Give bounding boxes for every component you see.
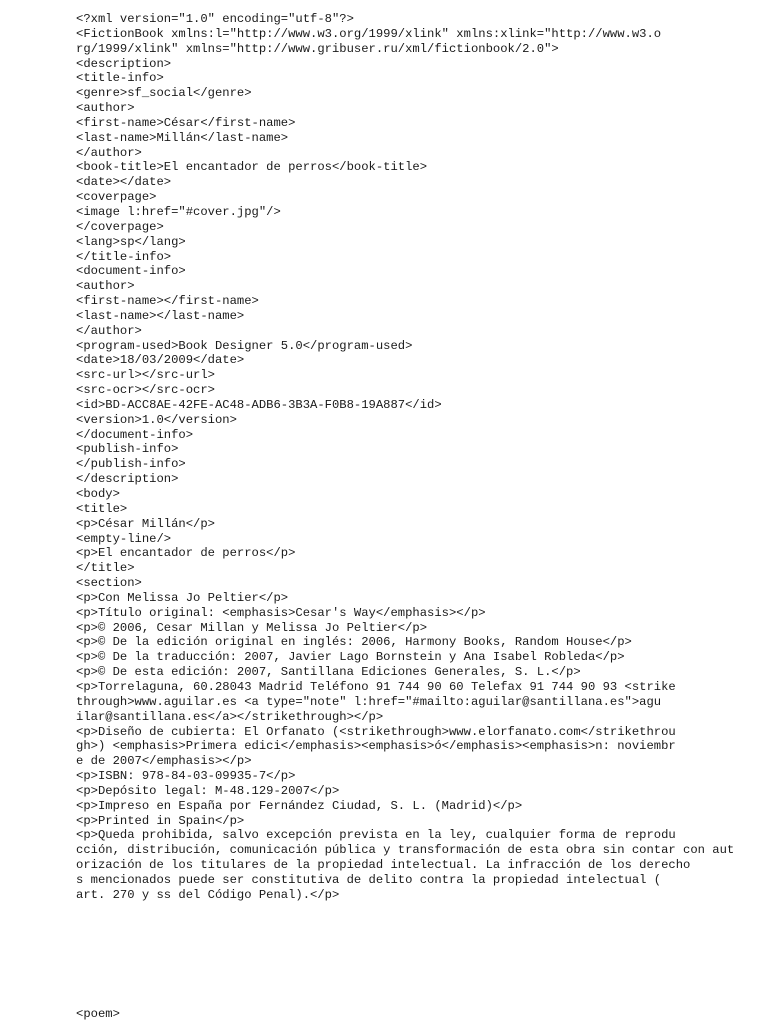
xml-line: <body> [76,487,120,501]
xml-line: <src-url></src-url> [76,368,215,383]
xml-line: <p>Torrelaguna, 60.28043 Madrid Teléfono 91 744 90 60 Telefax 91 744 90 93 <strike [76,679,676,694]
xml-source-text [76,12,734,903]
xml-line: <?xml version="1.0" encoding="utf-8"?> [76,12,354,26]
xml-line: <first-name>César</first-name> [76,115,296,130]
xml-line: <p>César Millán</p> [76,516,215,531]
xml-line: <FictionBook xmlns:l="http://www.w3.org/1999/xlink" xmlns:xlink="http://www.w3.o [76,26,662,41]
xml-line: <p>Título original: <emphasis>Cesar's Way</emphasis></p> [76,605,486,620]
xml-line: <p>El encantador de perros</p> [76,546,296,561]
xml-line: e de 2007</emphasis></p> [76,754,252,769]
xml-line: <p>© 2006, Cesar Millan y Melissa Jo Peltier</p> [76,620,428,635]
xml-line: </publish-info> [76,457,186,472]
xml-line: <genre>sf_social</genre> [76,86,252,101]
xml-line: ilar@santillana.es</a></strikethrough></p> [76,709,384,724]
xml-line: <last-name></last-name> [76,308,245,323]
xml-line: <p>© De la edición original en inglés: 2006, Harmony Books, Random House</p> [76,635,632,650]
xml-line: gh>) <emphasis>Primera edici</emphasis><emphasis>ó</emphasis><emphasis>n: noviembr [76,739,676,754]
xml-line: <description> [76,56,172,71]
xml-line: s mencionados puede ser constitutiva de delito contra la propiedad intelectual ( [76,872,662,887]
xml-line: <p>© De la traducción: 2007, Javier Lago Bornstein y Ana Isabel Robleda</p> [76,650,625,665]
xml-line: <id>BD-ACC8AE-42FE-AC48-ADB6-3B3A-F0B8-19A887</id> [76,397,442,412]
xml-line: </title> [76,561,135,576]
xml-line: </author> [76,145,142,160]
xml-line: <lang>sp</lang> [76,234,186,249]
xml-line: <document-info> [76,264,186,279]
xml-line: <program-used>Book Designer 5.0</program-used> [76,338,413,353]
xml-line: <section> [76,576,142,591]
xml-line: <last-name>Millán</last-name> [76,130,289,145]
xml-line: <coverpage> [76,190,157,205]
xml-line: <title-info> [76,71,164,86]
xml-line: </document-info> [76,427,194,442]
xml-line: <date></date> [76,175,172,190]
xml-line: </title-info> [76,249,172,264]
xml-line: art. 270 y ss del Código Penal).</p> [76,887,340,902]
xml-line: <p>© De esta edición: 2007, Santillana Ediciones Generales, S. L.</p> [76,665,581,680]
xml-line: <p>Printed in Spain</p> [76,813,245,828]
xml-line: <p>Queda prohibida, salvo excepción prevista en la ley, cualquier forma de reprodu [76,828,676,843]
xml-line: <author> [76,279,135,294]
xml-line: <first-name></first-name> [76,294,259,309]
xml-line: <src-ocr></src-ocr> [76,383,215,398]
xml-line: </description> [76,472,179,487]
xml-line: </coverpage> [76,219,164,234]
xml-line: <publish-info> [76,442,179,457]
xml-line: <version>1.0</version> [76,412,237,427]
xml-line: rg/1999/xlink" xmlns="http://www.gribuser.ru/xml/fictionbook/2.0"> [76,41,559,56]
xml-line: <empty-line/> [76,531,172,546]
xml-line: through>www.aguilar.es <a type="note" l:href="#mailto:aguilar@santillana.es">agu [76,694,662,709]
xml-line: cción, distribución, comunicación pública y transformación de esta obra sin contar con aut [76,843,735,858]
xml-line: orización de los titulares de la propiedad intelectual. La infracción de los derecho [76,858,691,873]
xml-line: <author> [76,101,135,116]
xml-line: <p>ISBN: 978-84-03-09935-7</p> [76,769,296,784]
xml-line: <p>Con Melissa Jo Peltier</p> [76,590,289,605]
xml-line: <p>Diseño de cubierta: El Orfanato (<strikethrough>www.elorfanato.com</strikethrou [76,724,676,739]
xml-line: <p>Depósito legal: M-48.129-2007</p> [76,783,340,798]
xml-line: <p>Impreso en España por Fernández Ciudad, S. L. (Madrid)</p> [76,798,523,813]
xml-line: </author> [76,323,142,338]
xml-line: <title> [76,501,128,516]
xml-line: <date>18/03/2009</date> [76,353,245,368]
xml-line: <image l:href="#cover.jpg"/> [76,204,281,219]
xml-line: <book-title>El encantador de perros</book-title> [76,160,428,175]
xml-tail-line: <poem> [76,1007,120,1021]
